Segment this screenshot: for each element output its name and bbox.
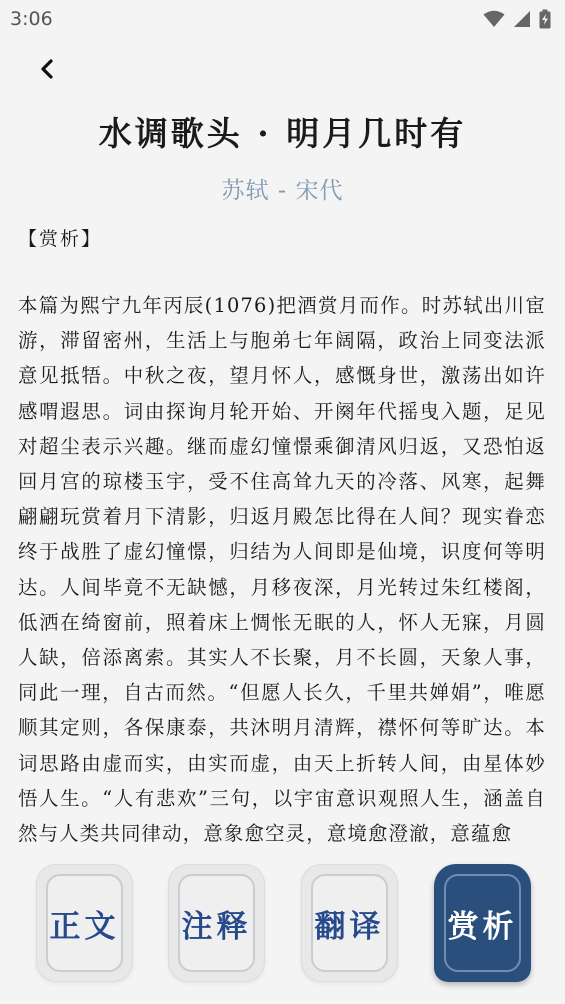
appreciation-text: 本篇为熙宁九年丙辰(1076)把酒赏月而作。时苏轼出川宦游，滞留密州，生活上与胞弟七年阔隔，政治上同变法派意见抵牾。中秋之夜，望月怀人，感慨身世，激荡出如许感喟遐思。词由探询月轮开始、开阕年代摇曳入题，足见对超尘表示兴趣。继而虚幻憧憬乘御清风归返，又恐怕返回月宫的琼楼玉宇，受不住高耸九天的冷落、风寒，起舞翩翩玩赏着月下清影，归返月殿怎比得在人间？现实眷恋终于战胜了虚幻憧憬，归结为人间即是仙境，识度何等明达。人间毕竟不无缺憾，月移夜深，月光转过朱红楼阁，低洒在绮窗前，照着床上惆怅无眠的人，怀人无寐，月圆人缺，倍添离索。其实人不长聚，月不长圆，天象人事，同此一理，自古而然。“但愿人长久，千里共婵娟”，唯愿顺其定则，各保康泰，共沐明月清辉，襟怀何等旷达。本词思路由虚而实，由实而虚，由天上折转人间，由星体妙悟人生。“人有悲欢”三句，以宇宙意识观照人生，涵盖自然与人类共同律动，意象愈空灵，意境愈澄澈，意蕴愈 bbox=[18, 294, 546, 846]
status-time: 3:06 bbox=[10, 8, 53, 30]
status-icons bbox=[483, 9, 551, 29]
poem-author: 苏轼 - 宋代 bbox=[221, 178, 344, 204]
tab-label: 翻译 bbox=[314, 908, 385, 945]
back-button[interactable] bbox=[32, 56, 62, 86]
tab-original-text[interactable] bbox=[36, 864, 133, 982]
tab-label: 赏析 bbox=[447, 908, 518, 945]
tab-label: 注释 bbox=[181, 908, 252, 945]
tab-appreciation[interactable] bbox=[434, 864, 531, 982]
cellular-signal-icon bbox=[513, 10, 531, 28]
poem-title: 水调歌头 · 明月几时有 bbox=[98, 114, 467, 153]
chevron-left-icon bbox=[40, 59, 54, 83]
tab-label: 正文 bbox=[49, 908, 120, 945]
status-bar bbox=[0, 0, 565, 38]
wifi-icon bbox=[483, 10, 505, 28]
tab-annotations[interactable] bbox=[168, 864, 265, 982]
tab-translation[interactable] bbox=[301, 864, 398, 982]
section-heading: 【赏析】 bbox=[18, 228, 103, 250]
tab-bar bbox=[0, 858, 565, 1004]
battery-charging-icon bbox=[539, 9, 551, 29]
